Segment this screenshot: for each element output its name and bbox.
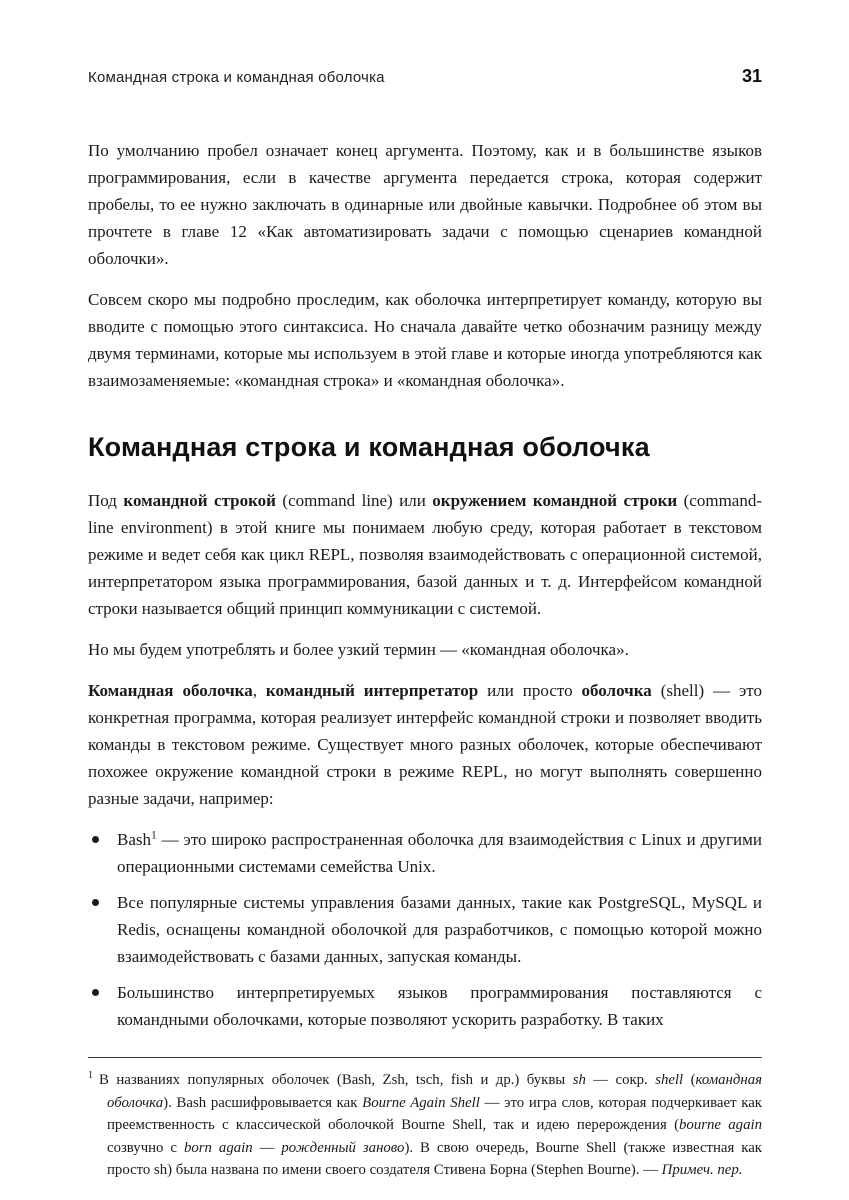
running-header — [88, 66, 762, 87]
list-item — [88, 889, 762, 970]
intro-paragraph-2: Совсем скоро мы подробно проследим, как оболочка интерпретирует команду, которую вы вводите с помощью этого синтаксиса. Но сначала давайте четко обозначим разницу между двумя терминами, которые мы используем в этой главе и которые иногда употребляются как взаимозаменяемые: «командная строка» и «командная оболочка». — [88, 290, 762, 390]
list-item — [88, 826, 762, 880]
page-content — [88, 137, 762, 1182]
bullet-list — [88, 826, 762, 1033]
list-item-text: Все популярные системы управления базами данных, такие как PostgreSQL, MySQL и Redis, оснащены командной оболочкой для разработчиков, с помощью которой можно взаимодействовать с базами данных, запуская команды. — [117, 893, 762, 966]
list-item — [88, 979, 762, 1033]
intro-paragraph-1: По умолчанию пробел означает конец аргумента. Поэтому, как и в большинстве языков программирования, если в качестве аргумента передается строка, которая содержит пробелы, то ее нужно заключать в одинарные или двойные кавычки. Подробнее об этом вы прочтете в главе 12 «Как автоматизировать задачи с помощью сценариев командной оболочки». — [88, 141, 762, 268]
section-paragraph-2: Но мы будем употреблять и более узкий термин — «командная оболочка». — [88, 640, 629, 659]
footnote-text: $^1$ В названиях популярных оболочек (Bash, Zsh, tsch, fish и др.) буквы sh — сокр. shell (командная оболочка). Bash расшифровывается как Bourne Again Shell — это игра слов, которая подчеркивает как преемственность с классической оболочкой Bourne Shell, так и идею перерождения (bourne again созвучно с born again — рожденный заново). В свою очередь, Bourne Shell (также известная как просто sh) была названа по имени своего создателя Стивена Борна (Stephen Bourne). — Примеч. пер. — [88, 1070, 762, 1179]
list-item-text: Большинство интерпретируемых языков программирования поставляются с командными оболочками, которые позволяют ускорить разработку. В таких — [117, 983, 762, 1029]
running-title: Командная строка и командная оболочка — [88, 69, 385, 86]
footnote-divider — [88, 1057, 762, 1058]
section-paragraph-1: Под командной строкой (command line) или окружением командной строки (command-line environment) в этой книге мы понимаем любую среду, которая работает в текстовом режиме и ведет себя как цикл REPL, позволяя взаимодействовать с операционной системой, интерпретатором языка программирования, базой данных и т. д. Интерфейсом командной строки называется общий принцип коммуникации с системой. — [88, 491, 763, 618]
footnote-block — [88, 1057, 762, 1182]
list-item-text: Bash$^1$ — это широко распространенная оболочка для взаимодействия с Linux и другими операционными системами семейства Unix. — [117, 828, 762, 876]
page-number: 31 — [741, 66, 762, 86]
section-paragraph-3: Командная оболочка, командный интерпретатор или просто оболочка (shell) — это конкретная программа, которая реализует интерфейс командной строки и позволяет вводить команды в текстовом режиме. Существует много разных оболочек, которые обеспечивают похожее окружение командной строки в режиме REPL, но могут выполнять совершенно разные задачи, например: — [88, 681, 763, 808]
section-heading: Командная строка и командная оболочка — [88, 432, 650, 462]
